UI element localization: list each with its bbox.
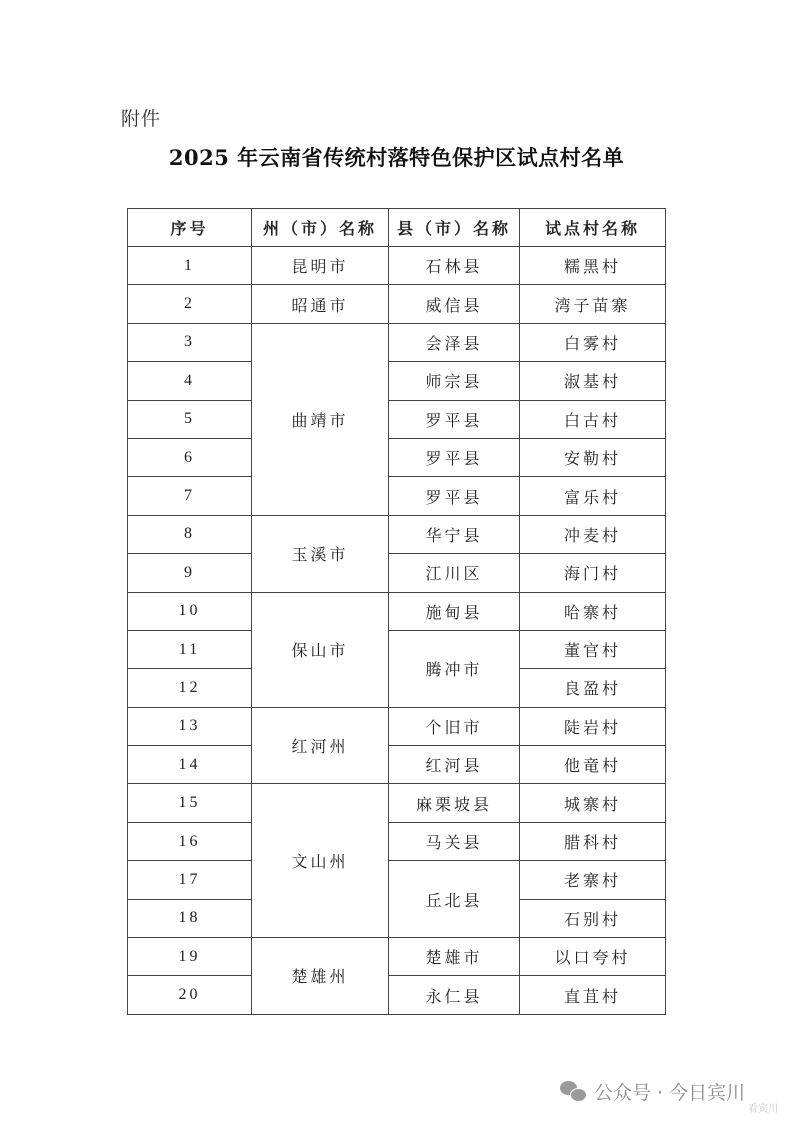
cell-prefecture: 曲靖市 bbox=[252, 323, 389, 515]
cell-village: 腊科村 bbox=[520, 822, 666, 860]
cell-prefecture: 昭通市 bbox=[252, 285, 389, 323]
cell-no: 9 bbox=[128, 554, 252, 592]
cell-county: 罗平县 bbox=[389, 400, 520, 438]
table-row bbox=[128, 861, 666, 899]
cell-no: 15 bbox=[128, 784, 252, 822]
cell-no: 17 bbox=[128, 861, 252, 899]
cell-no: 19 bbox=[128, 938, 252, 976]
table-row bbox=[128, 400, 666, 438]
cell-county: 麻栗坡县 bbox=[389, 784, 520, 822]
cell-no: 18 bbox=[128, 899, 252, 937]
cell-village: 淑基村 bbox=[520, 362, 666, 400]
table-row bbox=[128, 438, 666, 476]
cell-county: 永仁县 bbox=[389, 976, 520, 1014]
table-row bbox=[128, 477, 666, 515]
cell-village: 直苴村 bbox=[520, 976, 666, 1014]
cell-village: 白雾村 bbox=[520, 323, 666, 361]
cell-village: 安勒村 bbox=[520, 438, 666, 476]
cell-no: 20 bbox=[128, 976, 252, 1014]
cell-village: 老寨村 bbox=[520, 861, 666, 899]
cell-no: 5 bbox=[128, 400, 252, 438]
cell-county: 个旧市 bbox=[389, 707, 520, 745]
table-row bbox=[128, 247, 666, 285]
cell-no: 4 bbox=[128, 362, 252, 400]
cell-county: 红河县 bbox=[389, 746, 520, 784]
table-row bbox=[128, 285, 666, 323]
cell-prefecture: 昆明市 bbox=[252, 247, 389, 285]
cell-no: 14 bbox=[128, 746, 252, 784]
cell-village: 糯黑村 bbox=[520, 247, 666, 285]
wechat-account-footer bbox=[560, 1078, 745, 1105]
cell-county: 华宁县 bbox=[389, 515, 520, 553]
table-row bbox=[128, 746, 666, 784]
document-title: 2025 年云南省传统村落特色保护区试点村名单 bbox=[168, 145, 625, 170]
cell-no: 3 bbox=[128, 323, 252, 361]
cell-county: 师宗县 bbox=[389, 362, 520, 400]
cell-no: 7 bbox=[128, 477, 252, 515]
cell-county: 楚雄市 bbox=[389, 938, 520, 976]
cell-village: 石别村 bbox=[520, 899, 666, 937]
header-county: 县（市）名称 bbox=[389, 209, 520, 247]
header-no: 序号 bbox=[128, 209, 252, 247]
wechat-icon bbox=[560, 1081, 588, 1103]
header-village: 试点村名称 bbox=[520, 209, 666, 247]
cell-prefecture: 玉溪市 bbox=[252, 515, 389, 592]
cell-county: 马关县 bbox=[389, 822, 520, 860]
cell-village: 陡岩村 bbox=[520, 707, 666, 745]
cell-county: 罗平县 bbox=[389, 477, 520, 515]
cell-prefecture: 文山州 bbox=[252, 784, 389, 938]
cell-village: 以口夸村 bbox=[520, 938, 666, 976]
cell-village: 海门村 bbox=[520, 554, 666, 592]
table-row bbox=[128, 362, 666, 400]
table-row bbox=[128, 323, 666, 361]
cell-village: 他竜村 bbox=[520, 746, 666, 784]
cell-no: 12 bbox=[128, 669, 252, 707]
cell-village: 哈寨村 bbox=[520, 592, 666, 630]
cell-county: 罗平县 bbox=[389, 438, 520, 476]
table-row bbox=[128, 976, 666, 1014]
cell-prefecture: 保山市 bbox=[252, 592, 389, 707]
table-header-row bbox=[128, 209, 666, 247]
cell-no: 13 bbox=[128, 707, 252, 745]
cell-prefecture: 楚雄州 bbox=[252, 938, 389, 1015]
cell-village: 白古村 bbox=[520, 400, 666, 438]
watermark: 看宾川 bbox=[748, 1104, 778, 1115]
cell-village: 良盈村 bbox=[520, 669, 666, 707]
cell-no: 1 bbox=[128, 247, 252, 285]
cell-county: 丘北县 bbox=[389, 861, 520, 938]
cell-county: 江川区 bbox=[389, 554, 520, 592]
cell-no: 10 bbox=[128, 592, 252, 630]
cell-county: 腾冲市 bbox=[389, 630, 520, 707]
cell-no: 2 bbox=[128, 285, 252, 323]
cell-village: 湾子苗寨 bbox=[520, 285, 666, 323]
cell-county: 威信县 bbox=[389, 285, 520, 323]
cell-county: 施甸县 bbox=[389, 592, 520, 630]
cell-village: 城寨村 bbox=[520, 784, 666, 822]
table-row bbox=[128, 554, 666, 592]
table-row bbox=[128, 630, 666, 668]
cell-county: 会泽县 bbox=[389, 323, 520, 361]
account-name: 公众号 · 今日宾川 bbox=[594, 1082, 746, 1104]
cell-village: 富乐村 bbox=[520, 477, 666, 515]
cell-no: 8 bbox=[128, 515, 252, 553]
cell-county: 石林县 bbox=[389, 247, 520, 285]
cell-village: 董官村 bbox=[520, 630, 666, 668]
attachment-label: 附件 bbox=[121, 108, 162, 130]
table-row bbox=[128, 515, 666, 553]
pilot-village-table bbox=[127, 208, 666, 1015]
table-row bbox=[128, 592, 666, 630]
table-row bbox=[128, 938, 666, 976]
table-row bbox=[128, 784, 666, 822]
cell-no: 11 bbox=[128, 630, 252, 668]
cell-no: 6 bbox=[128, 438, 252, 476]
header-prefecture: 州（市）名称 bbox=[252, 209, 389, 247]
cell-village: 冲麦村 bbox=[520, 515, 666, 553]
table-row bbox=[128, 707, 666, 745]
cell-prefecture: 红河州 bbox=[252, 707, 389, 784]
cell-no: 16 bbox=[128, 822, 252, 860]
table-row bbox=[128, 822, 666, 860]
